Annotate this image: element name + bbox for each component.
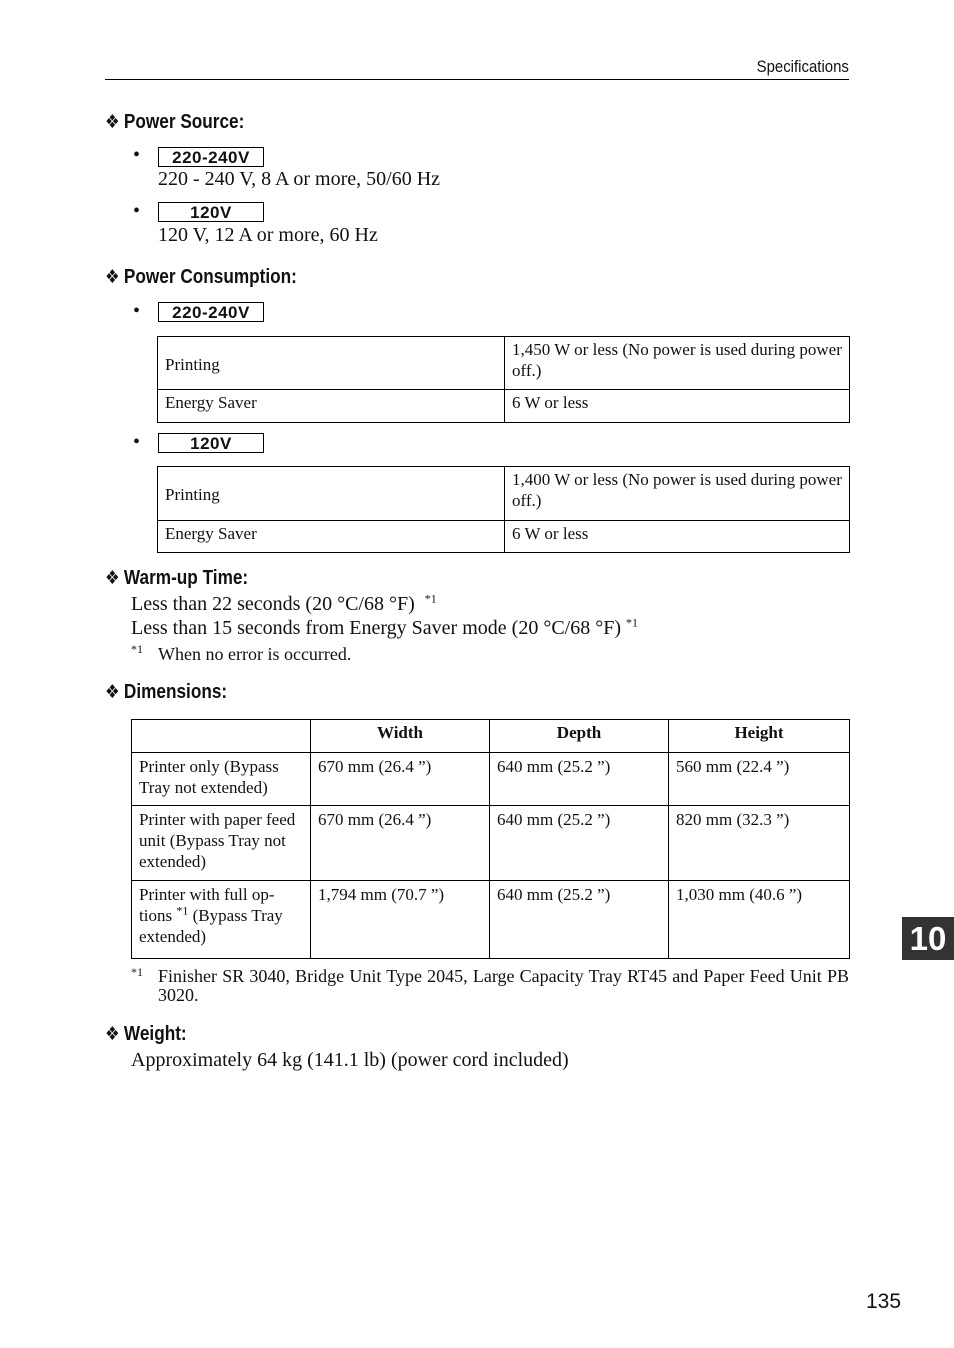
bullet-icon: • (133, 431, 141, 453)
depth-cell: 640 mm (25.2 ”) (490, 806, 669, 881)
column-header: Depth (490, 720, 669, 753)
power-source-text: 220 - 240 V, 8 A or more, 50/60 Hz (158, 168, 441, 190)
height-cell: 1,030 mm (40.6 ”) (669, 881, 850, 959)
diamond-bullet-icon: ❖ (105, 568, 120, 589)
power-consumption-title: Power Consumption: (123, 266, 297, 288)
table-row (158, 467, 850, 521)
weight-title: Weight: (123, 1023, 187, 1045)
diamond-bullet-icon: ❖ (105, 1024, 120, 1045)
diamond-bullet-icon: ❖ (105, 112, 120, 133)
weight-text: Approximately 64 kg (141.1 lb) (power cord included) (131, 1049, 569, 1071)
footnote-mark: *1 (424, 591, 437, 606)
header-rule (105, 79, 849, 80)
footnote-mark: *1 (626, 615, 638, 630)
table-row (158, 521, 850, 553)
running-header: Specifications (756, 57, 849, 76)
voltage-badge: 220-240V (158, 147, 264, 167)
height-cell: 560 mm (22.4 ”) (669, 753, 850, 806)
footnote-mark: *1 (131, 965, 143, 979)
bullet-icon: • (133, 144, 141, 166)
value-cell: 1,450 W or less (No power is used during power off.) (505, 337, 850, 390)
footnote-mark: *1 (176, 903, 189, 918)
table-row (132, 881, 850, 959)
bullet-icon: • (133, 300, 141, 322)
dimensions-footnote: Finisher SR 3040, Bridge Unit Type 2045, Large Capacity Tray RT45 and Paper Feed Unit PB 3020. (158, 966, 849, 1005)
dimensions-table (131, 719, 850, 959)
table-row (132, 806, 850, 881)
dimensions-heading (105, 681, 227, 704)
column-header (132, 720, 311, 753)
voltage-badge: 120V (158, 433, 264, 453)
table-row (158, 390, 850, 423)
width-cell: 1,794 mm (70.7 ”) (311, 881, 490, 959)
warmup-footnote: When no error is occurred. (158, 644, 352, 664)
mode-cell: Printing (158, 337, 505, 390)
table-row (158, 337, 850, 390)
footnote-mark: *1 (131, 642, 143, 656)
chapter-tab: 10 (902, 917, 954, 960)
warmup-line-1 (131, 593, 437, 616)
power-consumption-heading (105, 266, 297, 289)
height-cell: 820 mm (32.3 ”) (669, 806, 850, 881)
page-number: 135 (866, 1290, 902, 1313)
diamond-bullet-icon: ❖ (105, 267, 120, 288)
row-label (132, 881, 311, 959)
value-cell: 6 W or less (505, 390, 850, 423)
power-consumption-table (157, 466, 850, 553)
warmup-title: Warm-up Time: (123, 567, 249, 589)
row-label: Printer with paper feed unit (Bypass Tray not extended) (132, 806, 311, 881)
width-cell: 670 mm (26.4 ”) (311, 753, 490, 806)
table-header-row (132, 720, 850, 753)
weight-heading (105, 1023, 187, 1046)
row-label-suffix: (Bypass Tray extended) (139, 906, 283, 946)
bullet-icon: • (133, 200, 141, 222)
value-cell: 1,400 W or less (No power is used during power off.) (505, 467, 850, 521)
power-source-title: Power Source: (123, 111, 245, 133)
row-label: Printer only (Bypass Tray not extended) (132, 753, 311, 806)
voltage-badge: 120V (158, 202, 264, 222)
voltage-badge: 220-240V (158, 302, 264, 322)
power-source-text: 120 V, 12 A or more, 60 Hz (158, 224, 378, 246)
warmup-line-2-text: Less than 15 seconds from Energy Saver mode (20 °C/68 °F) (131, 617, 621, 639)
depth-cell: 640 mm (25.2 ”) (490, 753, 669, 806)
mode-cell: Printing (158, 467, 505, 521)
mode-cell: Energy Saver (158, 390, 505, 423)
warmup-line-1-text: Less than 22 seconds (20 °C/68 °F) (131, 593, 415, 615)
diamond-bullet-icon: ❖ (105, 682, 120, 703)
table-row (132, 753, 850, 806)
mode-cell: Energy Saver (158, 521, 505, 553)
column-header: Height (669, 720, 850, 753)
dimensions-title: Dimensions: (123, 681, 228, 703)
column-header: Width (311, 720, 490, 753)
warmup-line-2 (131, 617, 638, 640)
depth-cell: 640 mm (25.2 ”) (490, 881, 669, 959)
warmup-heading (105, 567, 248, 590)
power-source-heading (105, 111, 244, 134)
value-cell: 6 W or less (505, 521, 850, 553)
power-consumption-table (157, 336, 850, 423)
width-cell: 670 mm (26.4 ”) (311, 806, 490, 881)
row-label-text: Printer with full op-tions (139, 885, 275, 925)
